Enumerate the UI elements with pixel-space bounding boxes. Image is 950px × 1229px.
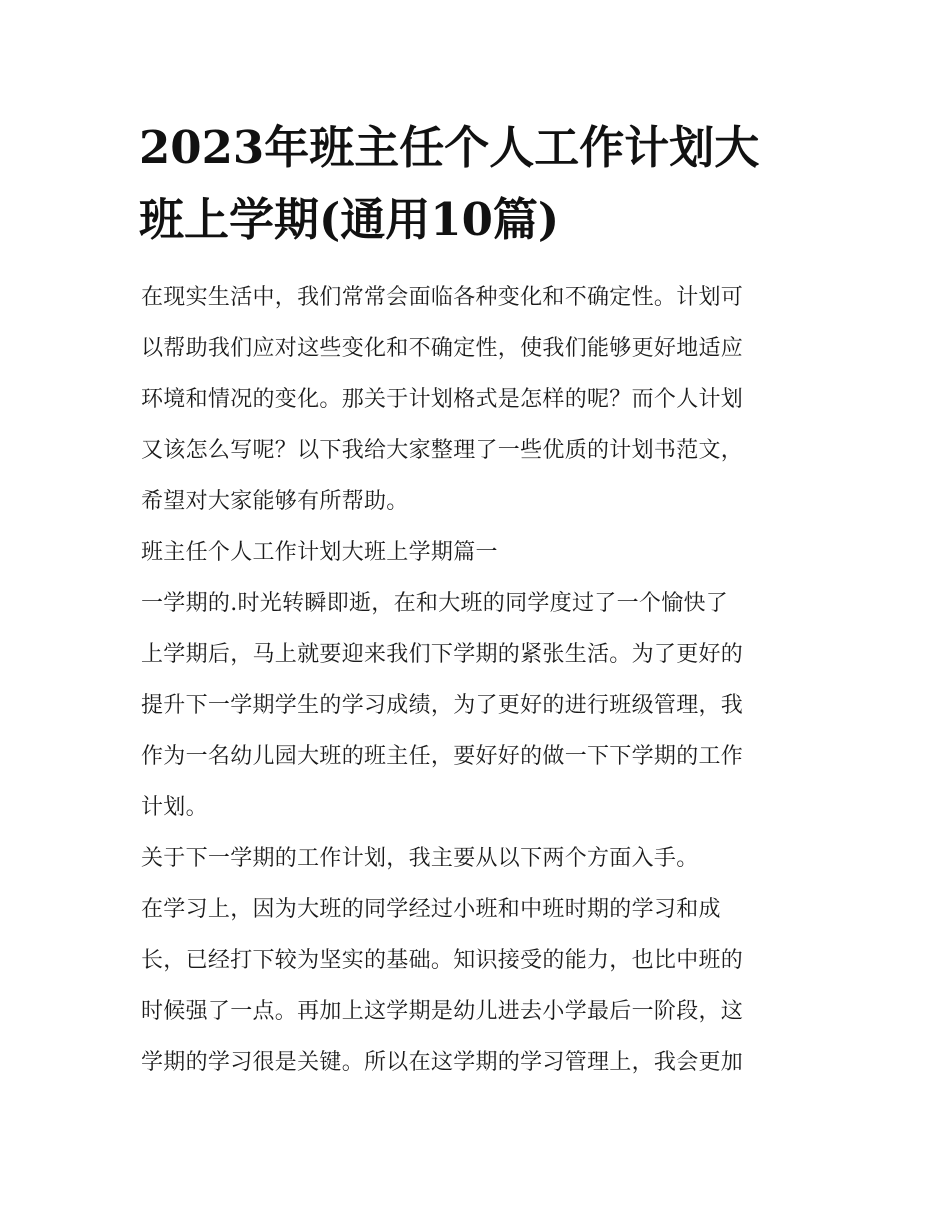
paragraph-line-1: 一学期的.时光转瞬即逝，在和大班的同学度过了一个愉快了 xyxy=(141,591,729,616)
paragraph-line-10: 学期的学习很是关键。所以在这学期的学习管理上，我会更加 xyxy=(141,1050,744,1075)
document-title xyxy=(139,112,819,256)
paragraph-line-4: 作为一名幼儿园大班的班主任，要好好的做一下下学期的工作 xyxy=(141,744,744,769)
paragraph-line-7: 在学习上，因为大班的同学经过小班和中班时期的学习和成 xyxy=(141,897,721,922)
section-heading-1: 班主任个人工作计划大班上学期篇一 xyxy=(141,540,498,565)
paragraph-line-9: 时候强了一点。再加上这学期是幼儿进去小学最后一阶段，这 xyxy=(141,999,744,1024)
paragraph-line-8: 长，已经打下较为坚实的基础。知识接受的能力，也比中班的 xyxy=(141,948,744,973)
title-line-1: 2023年班主任个人工作计划大 xyxy=(139,121,760,174)
title-line-2: 班上学期(通用10篇) xyxy=(139,193,560,246)
paragraph-line-5: 计划。 xyxy=(141,795,208,820)
paragraph-line-3: 提升下一学期学生的学习成绩，为了更好的进行班级管理，我 xyxy=(141,693,744,718)
intro-line-1: 在现实生活中，我们常常会面临各种变化和不确定性。计划可 xyxy=(141,285,744,310)
paragraph-line-6: 关于下一学期的工作计划，我主要从以下两个方面入手。 xyxy=(141,846,699,871)
paragraph-line-2: 上学期后，马上就要迎来我们下学期的紧张生活。为了更好的 xyxy=(141,642,744,667)
intro-line-5: 希望对大家能够有所帮助。 xyxy=(141,489,409,514)
intro-line-3: 环境和情况的变化。那关于计划格式是怎样的呢？而个人计划 xyxy=(141,387,744,412)
intro-line-4: 又该怎么写呢？以下我给大家整理了一些优质的计划书范文， xyxy=(141,438,744,463)
intro-line-2: 以帮助我们应对这些变化和不确定性，使我们能够更好地适应 xyxy=(141,336,744,361)
